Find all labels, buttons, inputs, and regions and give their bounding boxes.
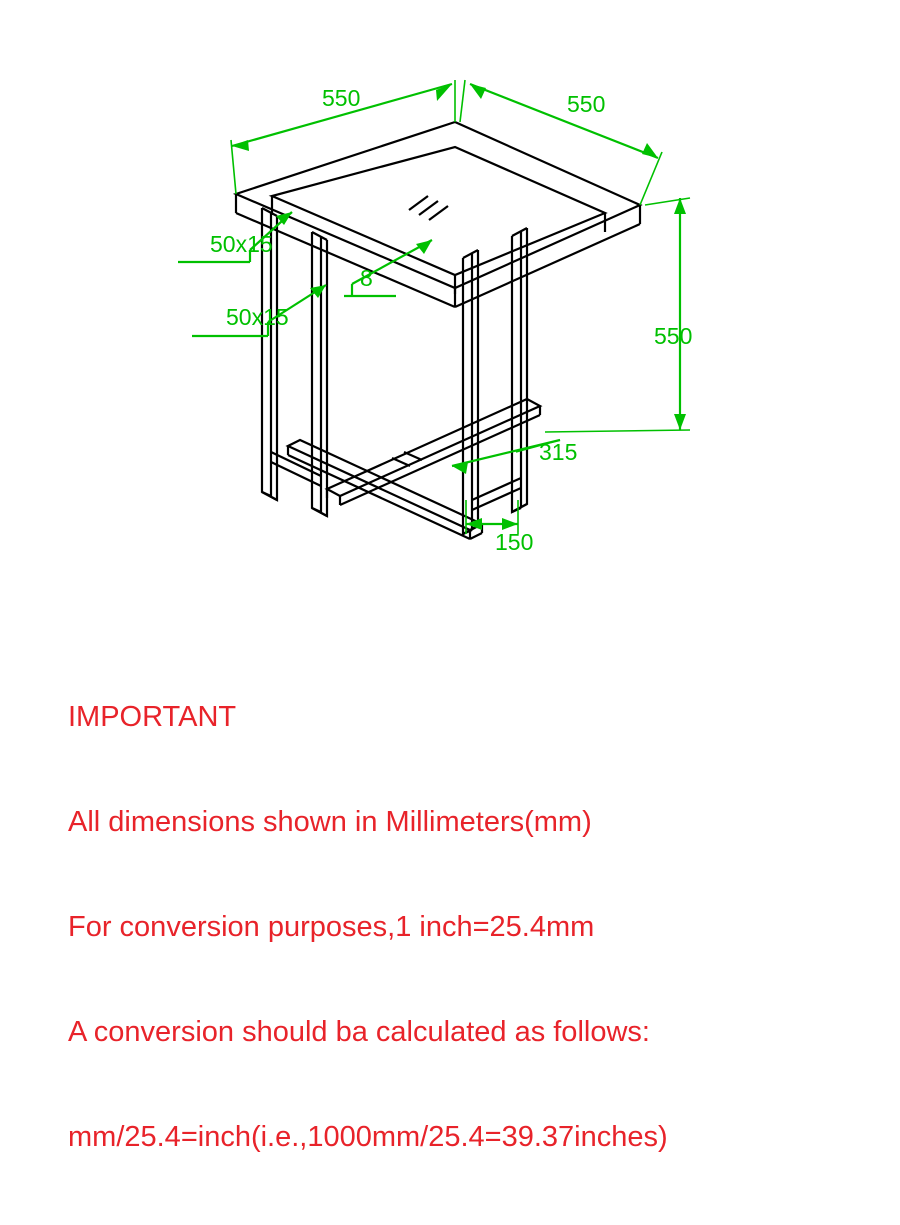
notes-line-4: mm/25.4=inch(i.e.,1000mm/25.4=39.37inches) xyxy=(68,1121,668,1153)
important-notes xyxy=(68,630,888,1225)
dimension-top-width-right: 550 xyxy=(567,91,606,117)
dimension-labels xyxy=(210,85,692,555)
dimension-height-right: 550 xyxy=(654,323,693,349)
dimension-glass-thickness: 8 xyxy=(360,265,373,291)
notes-line-3: A conversion should ba calculated as follows: xyxy=(68,1016,650,1048)
notes-line-2: For conversion purposes,1 inch=25.4mm xyxy=(68,911,595,943)
notes-heading: IMPORTANT xyxy=(68,701,237,733)
dimension-foot-width: 150 xyxy=(495,529,534,555)
dimension-leg-profile-upper: 50x15 xyxy=(210,231,273,257)
dimension-top-width-left: 550 xyxy=(322,85,361,111)
table-outline xyxy=(236,122,640,539)
dimension-leg-profile-lower: 50x15 xyxy=(226,304,289,330)
dimension-base-span: 315 xyxy=(539,439,578,465)
notes-line-1: All dimensions shown in Millimeters(mm) xyxy=(68,806,592,838)
